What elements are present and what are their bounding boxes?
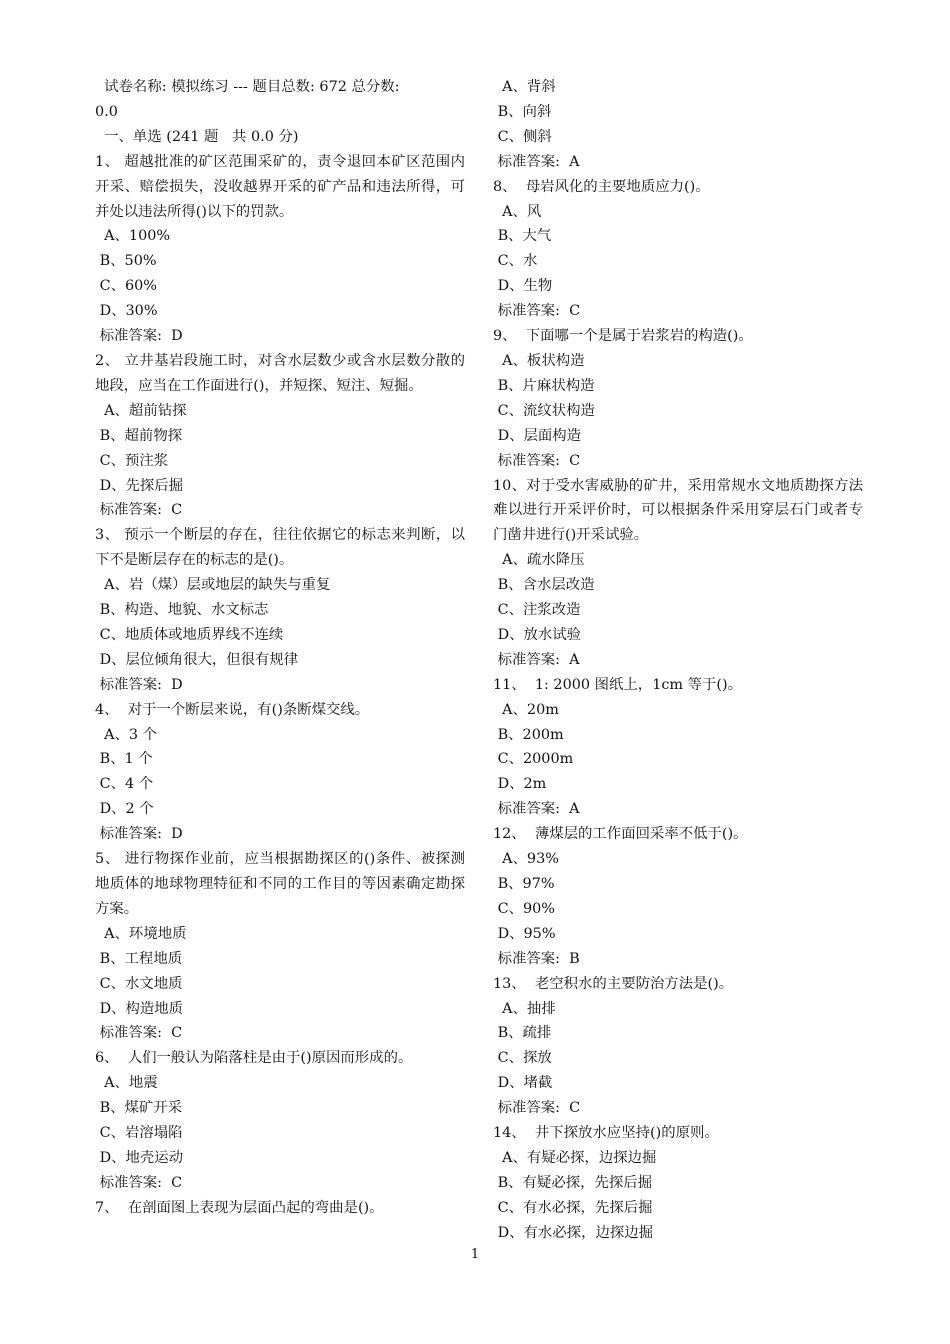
option-line: D、2m <box>493 776 547 793</box>
left-question-list <box>95 150 465 1221</box>
option-line: B、大气 <box>493 228 552 245</box>
answer-line: 标准答案: A <box>493 153 580 170</box>
option-line: C、4 个 <box>95 776 154 793</box>
option-line: A、有疑必探，边探边掘 <box>493 1149 657 1166</box>
answer-line: 标准答案: C <box>493 303 581 320</box>
option-line: B、200m <box>493 726 564 743</box>
option-line: A、100% <box>95 228 171 245</box>
option-line: A、地震 <box>95 1075 158 1092</box>
question-stem: 2、 立井基岩段施工时，对含水层数少或含水层数分散的地段，应当在工作面进行()，并短探、短注、短掘。 <box>95 352 465 394</box>
option-line: B、片麻状构造 <box>493 377 595 394</box>
option-line: B、含水层改造 <box>493 577 595 594</box>
option-line: A、超前钻探 <box>95 402 187 419</box>
option-line: C、60% <box>95 278 157 295</box>
question-stem: 6、 人们一般认为陷落柱是由于()原因而形成的。 <box>95 1050 413 1067</box>
question-stem: 4、 对于一个断层来说，有()条断煤交线。 <box>95 701 370 718</box>
option-line: D、2 个 <box>95 801 154 818</box>
answer-line: 标准答案: A <box>493 801 580 818</box>
option-line: B、1 个 <box>95 751 153 768</box>
option-line: D、地壳运动 <box>95 1149 184 1166</box>
question-stem: 11、 1: 2000 图纸上，1cm 等于()。 <box>493 676 743 693</box>
option-line: A、风 <box>493 203 542 220</box>
answer-line: 标准答案: C <box>95 502 183 519</box>
option-line: C、90% <box>493 900 555 917</box>
option-line: D、30% <box>95 303 158 320</box>
question-stem: 13、 老空积水的主要防治方法是()。 <box>493 975 734 992</box>
option-line: C、侧斜 <box>493 128 552 145</box>
option-line: C、预注浆 <box>95 452 169 469</box>
answer-line: 标准答案: C <box>493 452 581 469</box>
option-line: D、层位倾角很大，但很有规律 <box>95 651 299 668</box>
option-line: D、层面构造 <box>493 427 582 444</box>
question-stem: 10、对于受水害威胁的矿井，采用常规水文地质勘探方法难以进行开采评价时，可以根据条件采用穿层石门或者专门凿井进行()开采试验。 <box>493 477 863 544</box>
answer-line: 标准答案: C <box>95 1025 183 1042</box>
exam-title-line: 试卷名称: 模拟练习 --- 题目总数: 672 总分数: <box>95 79 400 95</box>
option-line: B、构造、地貌、水文标志 <box>95 602 269 619</box>
option-line: C、岩溶塌陷 <box>95 1125 183 1142</box>
option-line: B、疏排 <box>493 1025 552 1042</box>
question-stem: 9、 下面哪一个是属于岩浆岩的构造()。 <box>493 328 753 345</box>
option-line: C、水 <box>493 253 538 270</box>
option-line: B、工程地质 <box>95 950 183 967</box>
answer-line: 标准答案: C <box>493 1100 581 1117</box>
option-line: C、地质体或地质界线不连续 <box>95 626 284 643</box>
option-line: D、构造地质 <box>95 1000 184 1017</box>
option-line: B、向斜 <box>493 103 552 120</box>
option-line: B、50% <box>95 253 157 270</box>
option-line: B、有疑必探，先探后掘 <box>493 1174 653 1191</box>
exam-total-score: 0.0 <box>95 103 118 120</box>
question-stem: 14、 井下探放水应坚持()的原则。 <box>493 1125 719 1142</box>
option-line: A、93% <box>493 851 559 868</box>
question-stem: 5、 进行物探作业前，应当根据勘探区的()条件、被探测地质体的地球物理特征和不同的工作目的等因素确定勘探方案。 <box>95 851 465 917</box>
option-line: A、疏水降压 <box>493 552 585 569</box>
option-line: A、20m <box>493 701 559 718</box>
option-line: C、注浆改造 <box>493 602 581 619</box>
option-line: C、流纹状构造 <box>493 402 595 419</box>
answer-line: 标准答案: B <box>493 950 580 967</box>
option-line: D、放水试验 <box>493 626 582 643</box>
option-line: B、煤矿开采 <box>95 1100 183 1117</box>
option-line: A、背斜 <box>493 79 556 95</box>
option-line: A、岩（煤）层或地层的缺失与重复 <box>95 577 331 594</box>
option-line: A、环境地质 <box>95 925 187 942</box>
option-line: C、2000m <box>493 751 574 768</box>
option-line: D、95% <box>493 925 556 942</box>
option-line: C、探放 <box>493 1050 552 1067</box>
answer-line: 标准答案: C <box>95 1174 183 1191</box>
option-line: D、有水必探，边探边掘 <box>493 1224 654 1241</box>
answer-line: 标准答案: A <box>493 651 580 668</box>
page-number: 1 <box>470 1247 480 1262</box>
question-stem: 1、 超越批准的矿区范围采矿的，责令退回本矿区范围内开采、赔偿损失，没收越界开采的矿产品和违法所得，可并处以违法所得()以下的罚款。 <box>95 153 465 220</box>
left-column <box>95 75 465 1221</box>
question-stem: 3、 预示一个断层的存在，往往依据它的标志来判断，以下不是断层存在的标志的是()。 <box>95 527 465 569</box>
answer-line: 标准答案: D <box>95 676 183 693</box>
option-line: D、先探后掘 <box>95 477 184 494</box>
option-line: A、抽排 <box>493 1000 556 1017</box>
option-line: C、有水必探，先探后掘 <box>493 1199 653 1216</box>
option-line: D、生物 <box>493 278 553 295</box>
option-line: A、板状构造 <box>493 352 585 369</box>
option-line: A、3 个 <box>95 726 158 743</box>
section-heading: 一、单选 (241 题 共 0.0 分) <box>95 128 299 145</box>
answer-line: 标准答案: D <box>95 328 183 345</box>
option-line: B、97% <box>493 876 555 892</box>
option-line: C、水文地质 <box>95 975 183 992</box>
answer-line: 标准答案: D <box>95 826 183 843</box>
option-line: B、超前物探 <box>95 427 183 444</box>
question-stem: 12、 薄煤层的工作面回采率不低于()。 <box>493 826 748 843</box>
question-stem: 8、 母岩风化的主要地质应力()。 <box>493 178 710 195</box>
option-line: D、堵截 <box>493 1075 553 1092</box>
question-stem: 7、 在剖面图上表现为层面凸起的弯曲是()。 <box>95 1199 384 1216</box>
right-column <box>493 75 863 1246</box>
right-question-list <box>493 75 863 1246</box>
